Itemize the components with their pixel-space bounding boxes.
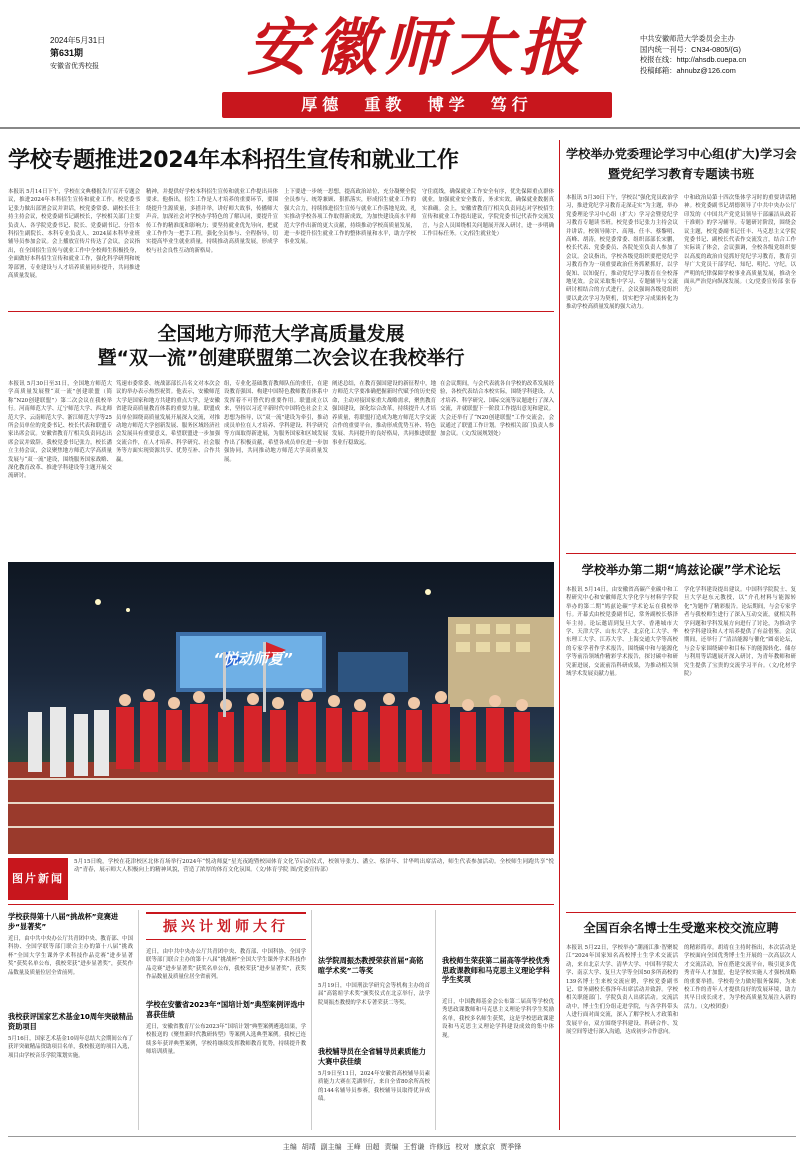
- col-divider-1: [138, 910, 139, 1130]
- pledge-sub1-title: 学校获得第十八届“挑战杯”竞赛进步“显著奖”: [8, 912, 119, 931]
- pledge-sub5-title: 我校辅导员在全省辅导员素质能力大赛中获佳绩: [318, 1047, 426, 1066]
- pledge-sub2-title: 我校获评国家艺术基金10周年突破精品资助项目: [8, 1012, 134, 1031]
- right-top-col-2: 中和政治局第十四次集体学习时的重要讲话精神。校党委副书记胡德领导了中共中央办公厅印发的《中国共产党党员领导干部廉洁从政若干准则》的学习辅导。专题研讨阶段，围绕会议主题，校党委副书记任丰、马克思主义学院党委书记、副校长代表作交流发言，结合工作实际谈了体会，会议强调，全校各级党组织要以高度的政治自觉抓好党纪学习教育，教育引导广大党员干部学纪、知纪、明纪、守纪，以严明的纪律保障学校事业高质量发展，推动全面从严治党向纵深发展。（文/党委宣传部 张春光）: [684, 195, 796, 294]
- pledge-sub5-text: 5月9日至11日，2024年安徽省高校辅导员素质能力大赛在芜湖举行，来自全省80余所高校的144名辅导员参赛，我校辅导员取得优异成绩。: [318, 1071, 430, 1103]
- issue-rank: 安徽省优秀校报: [50, 63, 99, 70]
- right-top-headline-1: 学校举办党委理论学习中心组(扩大)学习会: [566, 147, 797, 161]
- pledge-sub2-text: 5月16日，国家艺术基金10周年总结大会期间公布了获评突破精品资助项目名单，我校报送的项目入选，项目由学校音乐学院策划实施。: [8, 1036, 133, 1059]
- pledge-sub4-title: 法学院周振杰教授荣获首届“高铭暄学术奖”二等奖: [318, 956, 424, 975]
- publisher-info: [640, 34, 800, 76]
- lead-col-3: 上下要进一步统一思想，提高政治站位，充分凝聚全院全员参与、统筹兼顾、狠抓落实，形成招生就业工作的强大合力，持续推进招生宣传与就业工作落地见效，扎实推动学校各项工作取得新成效，为加快建设高水平师范大学作出新的更大贡献，持续推动学校高质量发展，进一步提升招生就业工作的整体质量和水平，助力学校事业发展。: [284, 189, 416, 246]
- pledge-sub1-text: 近日，由中共中央办公厅共青团中央、教育部、中国科协、全国学联等部门联合主办的第十八届“挑战杯”全国大学生课外学术科技作品竞赛“进步显著奖”获奖名单公布，我校荣获“进步显著奖”，获奖作品数量及质量位居全省前列。: [8, 936, 133, 976]
- photo-news-label: 图片新闻: [12, 872, 64, 885]
- footer-staff: 主编 胡靖 副主编 王峰 田超 责编 王哲谦 许修远 校对 康京京 贾季锋: [282, 1144, 522, 1151]
- pledge-sub3-text: 近日，安徽省教育厅公布2023年“国培计划”典型案例遴选结果，学校报送的《聚焦新时代教研转型》等案例入选典型案例。我校已连续多年获评典型案例，学校将继续发挥教师教育优势，持续提升教师培训质量。: [146, 1024, 306, 1056]
- lead-col-2: 精神，并提供好学校本科招生宣传和就业工作提出具体要求。他指出，招生工作是人才培养的重要环节，要围绕提升生源质量，多措并举，讲好师大故事，传播师大声音，加深社会对学校办学特色的了解认同，要提升宣传工作的精准度和影响力；要坚持就业优先导向，把就业工作作为一把手工程，强化全员参与、全程指导，切实提高毕业生就业质量，持续推动高质量发展，形成学校与社会良性互动的新格局。: [146, 189, 278, 254]
- right-top-col-1: 本报讯 5月30日下午，学校以“强化党员政治学习，推进党纪学习教育走深走实”为主题，举办党委理论学习中心组（扩大）学习会暨党纪学习教育专题读书班。校党委书记张力主持会议并讲话。校领导陈宇、高翔、任丰、蔡黎明、高峰、胡涛，校党委常委、组织部部长宋鹏，校长代表、党委委员、各院处室负责人参加了会议。会议指出，学校各级党组织要把党纪学习教育作为一项重要政治任务抓紧抓好，以学促知、以知促行，推动党纪学习教育在全校落地见效。会议采取集中学习、专题辅导与交流研讨相结合的方式进行，会议强调各级党组织要以此次学习为契机，切实把学习成果转化为推动学校高质量发展的强大动力。: [566, 195, 678, 311]
- feature-headline-1: 全国地方师范大学高质量发展: [157, 323, 405, 345]
- submit-email[interactable]: 投稿邮箱：ahnubz@126.com: [640, 65, 736, 75]
- footer-divider: [8, 1136, 796, 1137]
- photo-banner-text: “悦动师夏”: [213, 650, 293, 668]
- motto: 厚德 重教 博学 笃行: [301, 95, 533, 114]
- right-divider-1: [566, 553, 796, 554]
- masthead: [0, 0, 800, 128]
- feature-col-2: 笃速市委常委、统战部部长吕名文对本次会议的举办表示热烈祝贺。他表示，安徽师范大学是国家和地方共建的重点大学，是安徽省建设高质量教育体系的重要力量，联盟成员单位围绕高质量发展开展深入交流，对推动地方师范大学创新发展、服务区域经济社会发展具有重要意义，希望联盟进一步加强交流合作，在人才培养、科学研究、社会服务等方面实现资源共享、优势互补、合作共赢。: [116, 381, 220, 463]
- pledge-sub6-text: 近日，中国教师基金会公布第二届高等学校优秀思政课教师和马克思主义理论学科学生奖励名单，我校多名师生获奖，这是学校思政课建设和马克思主义理论学科建设成效的集中体现。: [442, 999, 554, 1039]
- lead-col-4: 守住底线，确保就业工作安全有序，优先保障重点群体就业，加强就业安全教育，务求实效，确保就业数据真实准确。会上，安徽省教育厅相关负责同志对学校招生宣传和就业工作提出建议，学院党委书记代表作交流发言，与会人员围绕相关问题展开深入研讨，进一步明确工作目标任务。（文/招生就业处）: [422, 189, 554, 238]
- pledge-intro-text: 近日，由中共中央办公厅共青团中央、教育部、中国科协、全国学联等部门联合主办的第十八届“挑战杯”全国大学生课外学术科技作品竞赛“进步显著奖”获奖名单公布，我校荣获“进步显著奖”，获奖作品数量及质量位居全省前列。: [146, 949, 306, 981]
- photo-news-label-box: [8, 858, 68, 900]
- masthead-divider: [0, 127, 800, 129]
- cn-number: 国内统一刊号：CN34-0805/(G): [640, 44, 741, 54]
- news-photo: [8, 562, 554, 854]
- bottom-divider: [8, 904, 554, 905]
- right-bottom-col-2: 的精彩简章。胡靖在主持时指出，本次活动是学校面向全国优秀博士生开展的一次高层次人才交流活动，旨在搭建交流平台，吸引更多优秀青年人才加盟，也是学校实施人才强校战略的重要举措。学校将全力做好服务保障，为来校工作的青年人才提供良好的发展环境，助力其早日成长成才，为学校高质量发展注入新的活力。（文/校团委）: [684, 945, 796, 1010]
- feature-col-1: 本报讯 5月30日至31日，全国地方师范大学高质量发展暨“双一流”创建联盟（简称“N20创建联盟”）第二次会议在我校举行。河南师范大学、辽宁师范大学、西北师范大学、云南师范大学、浙江师范大学等25所会员单位的党委书记、校长代表和联盟专家出席会议。安徽省教育厅相关负责同志出席会议并致辞。我校党委书记张力，校长潘立主持会议，会议聚焦地方师范大学高质量发展与“双一流”建设，围绕服务国家战略、深化教育改革、推进学科建设等主题开展交流研讨。: [8, 381, 112, 480]
- col-divider-2: [311, 910, 312, 1130]
- issue-number: 第631期: [50, 48, 84, 58]
- pledge-title: 振兴计划师大行: [163, 919, 289, 935]
- online-site[interactable]: 校报在线：http://ahsdb.cuepa.cn: [640, 55, 747, 64]
- right-bottom-col-1: 本报讯 5月22日，学校举办“潮涌江淮·智聚皖江”2024年国家知名高校博士生学术交流活动，来自北京大学、清华大学、中国科学院大学、南京大学、复旦大学等全国50多所高校的139名博士生来校交流应聘，学校党委副书记、常务副校长蔡泽年出席活动并致辞。学校相关职能部门、学院负责人出席活动。交流活动中，博士生们分组走进学院，与各学科带头人进行面对面交流，深入了解学校人才政策和发展平台，双方围绕学科建设、科研合作、发展空间等进行深入沟通，达成初步合作意向。: [566, 945, 678, 1036]
- masthead-title: 安徽师大报: [246, 11, 587, 84]
- pledge-sub3-title: 学校在安徽省2023年“国培计划”典型案例评选中喜获佳绩: [146, 1000, 305, 1019]
- photo-scene: [8, 562, 554, 854]
- lead-headline: 学校专题推进2024年本科招生宣传和就业工作: [8, 148, 459, 173]
- motto-band: [222, 92, 612, 118]
- feature-headline-2: 暨“双一流”创建联盟第二次会议在我校举行: [97, 347, 465, 369]
- lead-col-1: 本报讯 5月14日下午，学校在文典楼报告厅召开专题会议，推进2024年本科招生宣传和就业工作。校党委书记张力做出部署会议并讲话，校党委常委、副校长任主持主持会议，校党委副书记副校长，学校相关部门主要负责人、各学院党委书记、院长、党委副书记、分管本科招生副院长、本科专业负责人、2024届本科毕业班辅导员参加会议。会上播放宣传片传达了会议，会议指出，在全国招生宣传与就业工作中全校师生积极投身，全面做好本科招生宣传和就业工作，强化科学研判和统筹部署，专业建设与人才培养质量同步提升，共同推进高质量发展。: [8, 189, 140, 280]
- pledge-title-box: [146, 912, 306, 940]
- right-mid-col-2: 学化学科建设提出建议。中国科学院院士、复旦大学赵东元教授，以“介孔材料与能源转化”为题作了精彩报告。论坛期间，与会专家学者与我校师生进行了深入互动交流，就相关科学问题和学科发展方向进行了讨论，为推动学校学科建设和人才培养提供了有益借鉴。会议期间，还举行了“清洁能源与催化”圆桌论坛，与会专家围绕碳中和目标下的能源转化、储存与利用等话题展开深入研讨，为青年教师和研究生提供了宝贵的交流学习平台。（文/化材学院）: [684, 587, 796, 678]
- pledge-sub6-title: 我校师生荣获第二届高等学校优秀思政课教师和马克思主义理论学科学生奖项: [442, 956, 550, 984]
- pledge-intro: [146, 948, 306, 996]
- issue-date: 2024年5月31日: [50, 36, 106, 45]
- right-column-divider: [559, 140, 560, 1130]
- feature-col-3: 组，专业化基础教育教师队伍的重任，在建设教育强国、构建中国特色教师教育体系中发挥着不可替代的重要作用。联盟成立以来，坚持以习近平新时代中国特色社会主义思想为指导，以“双一流”建设为牵引，推动成员单位在人才培养、学科建设、科学研究等方面取得新进展，为服务国家和区域发展作出了积极贡献，希望各成员单位进一步加强协同，共同推动地方师范大学高质量发展。: [224, 381, 328, 463]
- col-divider-3: [435, 910, 436, 1130]
- feature-col-5: 在会议期间，与会代表就各自学校的改革发展经验，各校代表结合本校实际，围绕学科建设、人才培养、科学研究、国际交流等议题进行了深入交流，并就联盟下一阶段工作提出意见和建议。大会还举行了“N20创建联盟”工作交流会，会议通过了联盟工作计划。学校相关部门负责人参加会议。（文/发展规划处）: [440, 381, 554, 438]
- lead-divider: [8, 311, 554, 312]
- pledge-sub4-text: 5月19日，中国刑法学研究会等机构主办的首届“高铭暄学术奖”颁奖仪式在北京举行，法学院周振杰教授的学术专著荣获二等奖。: [318, 983, 430, 1006]
- feature-col-4: 阐述总结，在教育强国建设的新征程中，地方师范大学要准确把握新时代赋予的历史使命，主动对接国家重大战略需求，聚焦教育强国建设，深化综合改革，持续提升人才培养质量，将联盟打造成为地方师范大学交流合作的重要平台，推动形成优势互补、特色发展、共同提升的良好格局，共同推进联盟事业行稳致远。: [332, 381, 436, 446]
- right-mid-col-1: 本报讯 5月14日，由安徽省高碳产业碳中和工程研究中心和安徽师范大学化学与材料学学院举办的第二期“鸠兹论碳”学术论坛在我校举行。开幕式由校党委副书记，常务副校长蔡泽年主持。论坛邀请到复旦大学、香港城市大学、天津大学、山东大学、北京化工大学、华东理工大学、江苏大学、上海交通大学等高校的专家学者作学术报告，围绕碳中和与能源化学等前沿领域作精彩学术报告，探讨碳中和研究新进展，交流前沿科研成果，为推动相关领域学术发展贡献力量。: [566, 587, 678, 678]
- right-bottom-headline: 全国百余名博士生受邀来校交流应聘: [583, 921, 779, 935]
- right-mid-headline: 学校举办第二期“鸠兹论碳”学术论坛: [581, 563, 781, 577]
- photo-caption: 5月15日晚，学校在花津校区北体育场举行2024年“悦动师夏”星光夜跑暨校园体育文化节启动仪式，校领导张力、潘立、蔡泽年、甘华鸣出席活动，师生代表参加活动。全校师生同跑共享“悦动”青春，展示师大人积极向上的精神风貌，营造了浓厚的体育文化氛围。（文/体育学院 图/党委宣传部）: [74, 859, 554, 874]
- right-top-headline-2: 暨党纪学习教育专题读书班: [607, 167, 755, 181]
- right-divider-2: [566, 912, 796, 913]
- issue-info: [50, 34, 170, 73]
- publisher: 中共安徽师范大学委员会主办: [640, 34, 735, 43]
